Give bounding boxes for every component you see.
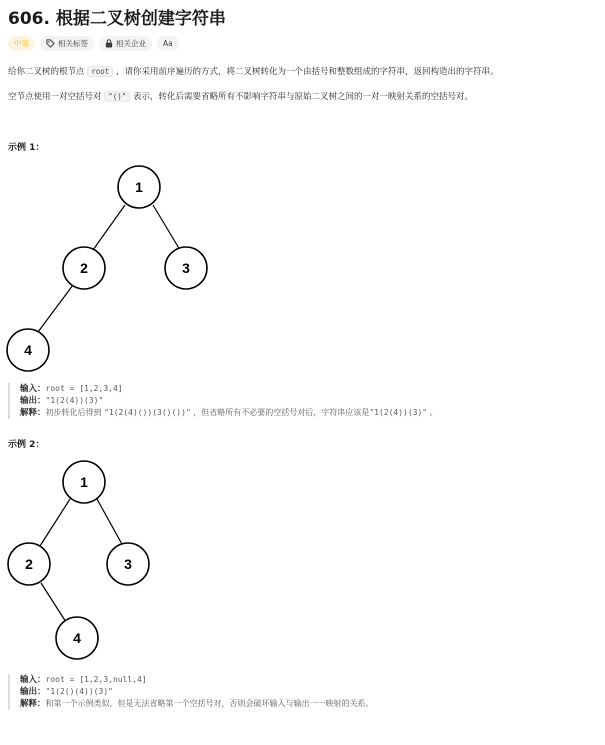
example-2-label: 示例 2： bbox=[8, 440, 45, 450]
related-tags-button[interactable] bbox=[40, 36, 94, 51]
example-2-io-block bbox=[8, 674, 374, 710]
inline-code-empty-parens: "()" bbox=[104, 91, 130, 102]
example-1-tree-diagram bbox=[0, 155, 240, 380]
example-2-input-row: 输入：root = [1,2,3,null,4] bbox=[20, 675, 147, 685]
edge-1-2 bbox=[40, 499, 70, 546]
example-1-explanation-row: 解释：初步转化后得到 "1(2(4)())(3()())" ，但省略所有不必要的空括号对后，字符串应该是"1(2(4))(3)" 。 bbox=[20, 408, 438, 418]
svg-text:4: 4 bbox=[24, 342, 32, 358]
svg-text:3: 3 bbox=[124, 556, 132, 572]
example-2-explanation-row: 解释：和第一个示例类似，但是无法省略第一个空括号对，否则会破坏输入与输出一一映射的关系。 bbox=[20, 699, 374, 709]
tree-node-2 bbox=[63, 247, 105, 289]
svg-text:4: 4 bbox=[73, 630, 81, 646]
edge-2-4 bbox=[38, 285, 73, 332]
edge-2-4 bbox=[41, 583, 66, 622]
edge-1-2 bbox=[93, 205, 125, 250]
description-paragraph-1: 给你二叉树的根节点 root ，请你采用前序遍历的方式，将二叉树转化为一个由括号和整数组成的字符串，返回构造出的字符串。 bbox=[8, 67, 499, 77]
tree-node-3 bbox=[165, 247, 207, 289]
edge-1-3 bbox=[97, 499, 123, 546]
svg-text:1: 1 bbox=[135, 179, 143, 195]
inline-code-root: root bbox=[87, 66, 113, 77]
related-tags-label: 相关标签 bbox=[58, 39, 88, 48]
example-2-tree-diagram bbox=[0, 452, 240, 672]
related-companies-label: 相关企业 bbox=[116, 39, 146, 48]
example-1-output-row: 输出："1(2(4))(3)" bbox=[20, 396, 104, 406]
font-size-button[interactable] bbox=[157, 36, 179, 51]
example-2-output-row: 输出："1(2()(4))(3)" bbox=[20, 687, 113, 697]
related-companies-button[interactable] bbox=[99, 36, 152, 51]
tag-bar bbox=[8, 36, 179, 51]
lock-icon bbox=[105, 39, 113, 48]
difficulty-label: 中等 bbox=[14, 39, 29, 48]
description-paragraph-2: 空节点使用一对空括号对 "()" 表示，转化后需要省略所有不影响字符串与原始二叉树之间的一对一映射关系的空括号对。 bbox=[8, 92, 473, 102]
tree-node-4 bbox=[7, 329, 49, 371]
tree-node-3 bbox=[107, 543, 149, 585]
example-1-label: 示例 1： bbox=[8, 143, 45, 153]
tag-icon bbox=[46, 39, 55, 48]
example-1-input-row: 输入：root = [1,2,3,4] bbox=[20, 384, 123, 394]
tree-node-1 bbox=[118, 166, 160, 208]
page-title: 606. 根据二叉树创建字符串 bbox=[8, 9, 226, 29]
svg-text:1: 1 bbox=[80, 474, 88, 490]
tree-node-1 bbox=[63, 461, 105, 503]
svg-text:2: 2 bbox=[80, 260, 88, 276]
font-size-label: Aa bbox=[163, 39, 173, 48]
edge-1-3 bbox=[153, 205, 180, 250]
difficulty-badge[interactable] bbox=[8, 36, 35, 51]
tree-node-2 bbox=[8, 543, 50, 585]
svg-text:2: 2 bbox=[25, 556, 33, 572]
svg-text:3: 3 bbox=[182, 260, 190, 276]
example-1-io-block bbox=[8, 383, 438, 419]
tree-node-4 bbox=[56, 617, 98, 659]
